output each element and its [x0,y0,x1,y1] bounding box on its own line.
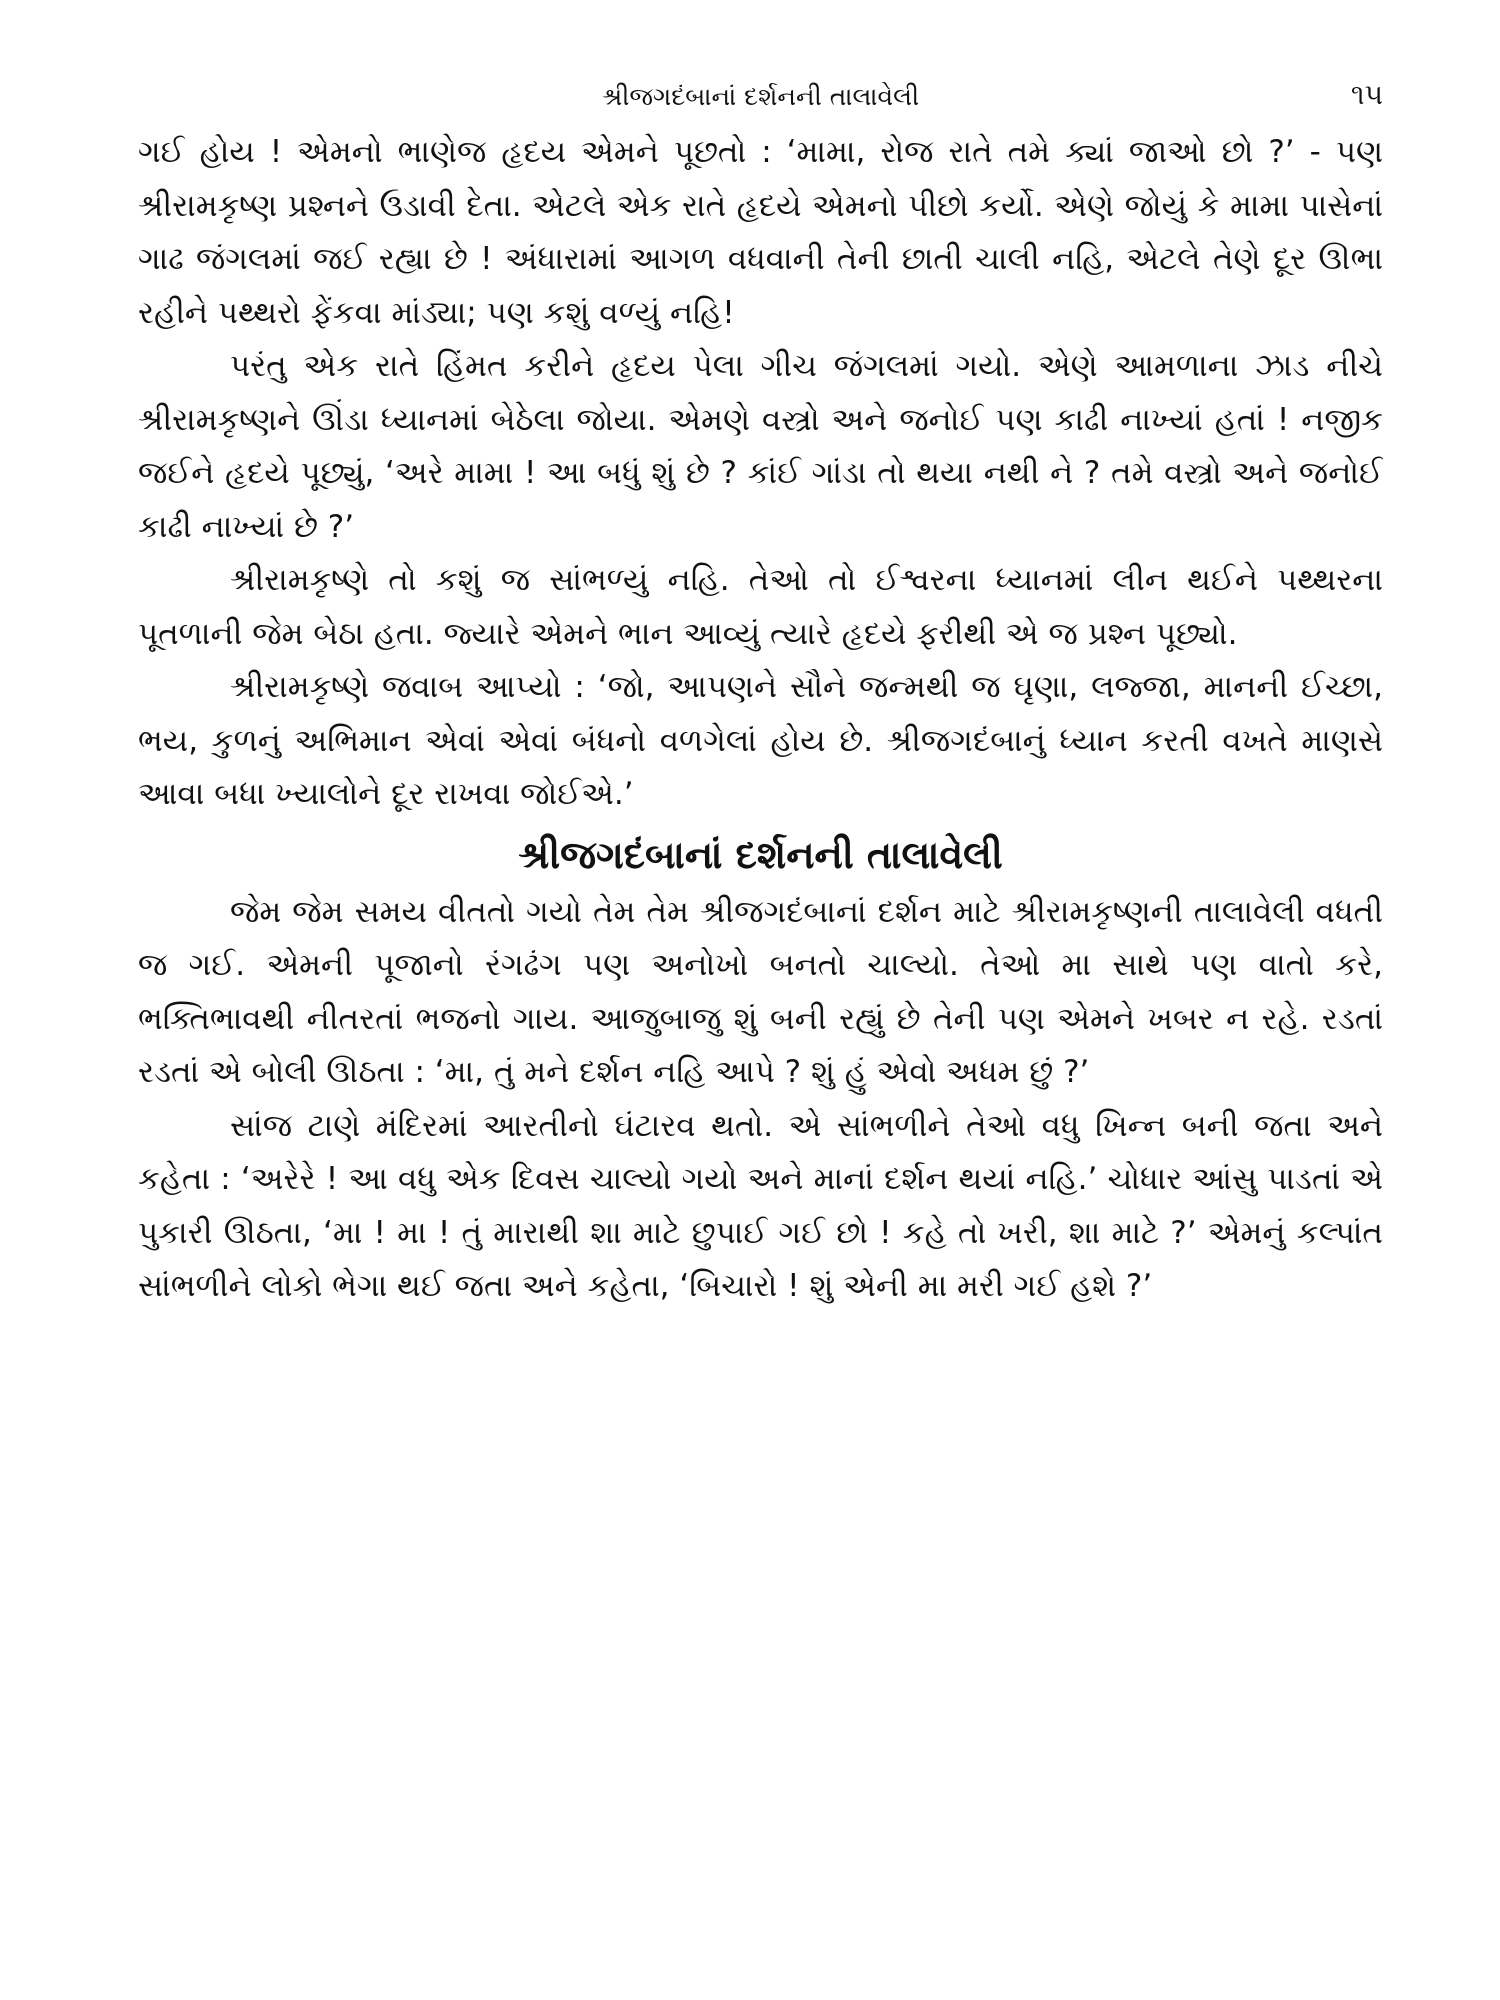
paragraph: ગઈ હોય ! એમનો ભાણેજ હૃદય એમને પૂછતો : ‘મામા, રોજ રાતે તમે ક્યાં જાઓ છો ?’ - પણ શ્રીરામકૃષ્ણ પ્રશ્નને ઉડાવી દેતા. એટલે એક રાતે હૃદયે એમનો પીછો કર્યો. એણે જોયું કે મામા પાસેનાં ગાઢ જંગલમાં જઈ રહ્યા છે ! અંધારામાં આગળ વધવાની તેની છાતી ચાલી નહિ, એટલે તેણે દૂર ઊભા રહીને પથ્થરો ફેંકવા માંડ્યા; પણ કશું વળ્યું નહિ! [138,134,1383,331]
book-page [138,74,1383,1974]
page-number: ૧૫ [1350,78,1383,111]
running-header [138,74,1383,126]
section-heading: શ્રીજગદંબાનાં દર્શનની તાલાવેલી [518,832,1003,877]
body-text [138,126,1383,1314]
running-title: શ્રીજગદંબાનાં દર્શનની તાલાવેલી [601,82,920,111]
paragraph: શ્રીરામકૃષ્ણે તો કશું જ સાંભળ્યું નહિ. તેઓ તો ઈશ્વરના ધ્યાનમાં લીન થઈને પથ્થરના પૂતળાની જેમ બેઠા હતા. જ્યારે એમને ભાન આવ્યું ત્યારે હૃદયે ફરીથી એ જ પ્રશ્ન પૂછ્યો. [138,562,1383,652]
paragraph: પરંતુ એક રાતે હિંમત કરીને હૃદય પેલા ગીચ જંગલમાં ગયો. એણે આમળાના ઝાડ નીચે શ્રીરામકૃષ્ણને ઊંડા ધ્યાનમાં બેઠેલા જોયા. એમણે વસ્ત્રો અને જનોઈ પણ કાઢી નાખ્યાં હતાં ! નજીક જઈને હૃદયે પૂછ્યું, ‘અરે મામા ! આ બધું શું છે ? કાંઈ ગાંડા તો થયા નથી ને ? તમે વસ્ત્રો અને જનોઈ કાઢી નાખ્યાં છે ?’ [138,348,1383,545]
paragraph: શ્રીરામકૃષ્ણે જવાબ આપ્યો : ‘જો, આપણને સૌને જન્મથી જ ઘૃણા, લજ્જા, માનની ઈચ્છા, ભય, કુળનું અભિમાન એવાં એવાં બંધનો વળગેલાં હોય છે. શ્રીજગદંબાનું ધ્યાન કરતી વખતે માણસે આવા બધા ખ્યાલોને દૂર રાખવા જોઈએ.’ [138,669,1383,812]
paragraph: સાંજ ટાણે મંદિરમાં આરતીનો ઘંટારવ થતો. એ સાંભળીને તેઓ વધુ ખિન્ન બની જતા અને કહેતા : ‘અરેરે ! આ વધુ એક દિવસ ચાલ્યો ગયો અને માનાં દર્શન થયાં નહિ.’ ચોધાર આંસુ પાડતાં એ પુકારી ઊઠતા, ‘મા ! મા ! તું મારાથી શા માટે છુપાઈ ગઈ છો ! કહે તો ખરી, શા માટે ?’ એમનું કલ્પાંત સાંભળીને લોકો ભેગા થઈ જતા અને કહેતા, ‘બિચારો ! શું એની મા મરી ગઈ હશે ?’ [138,1107,1383,1304]
paragraph: જેમ જેમ સમય વીતતો ગયો તેમ તેમ શ્રીજગદંબાનાં દર્શન માટે શ્રીરામકૃષ્ણની તાલાવેલી વધતી જ ગઈ. એમની પૂજાનો રંગઢંગ પણ અનોખો બનતો ચાલ્યો. તેઓ મા સાથે પણ વાતો કરે, ભક્તિભાવથી નીતરતાં ભજનો ગાય. આજુબાજુ શું બની રહ્યું છે તેની પણ એમને ખબર ન રહે. રડતાં રડતાં એ બોલી ઊઠતા : ‘મા, તું મને દર્શન નહિ આપે ? શું હું એવો અધમ છું ?’ [138,893,1383,1090]
